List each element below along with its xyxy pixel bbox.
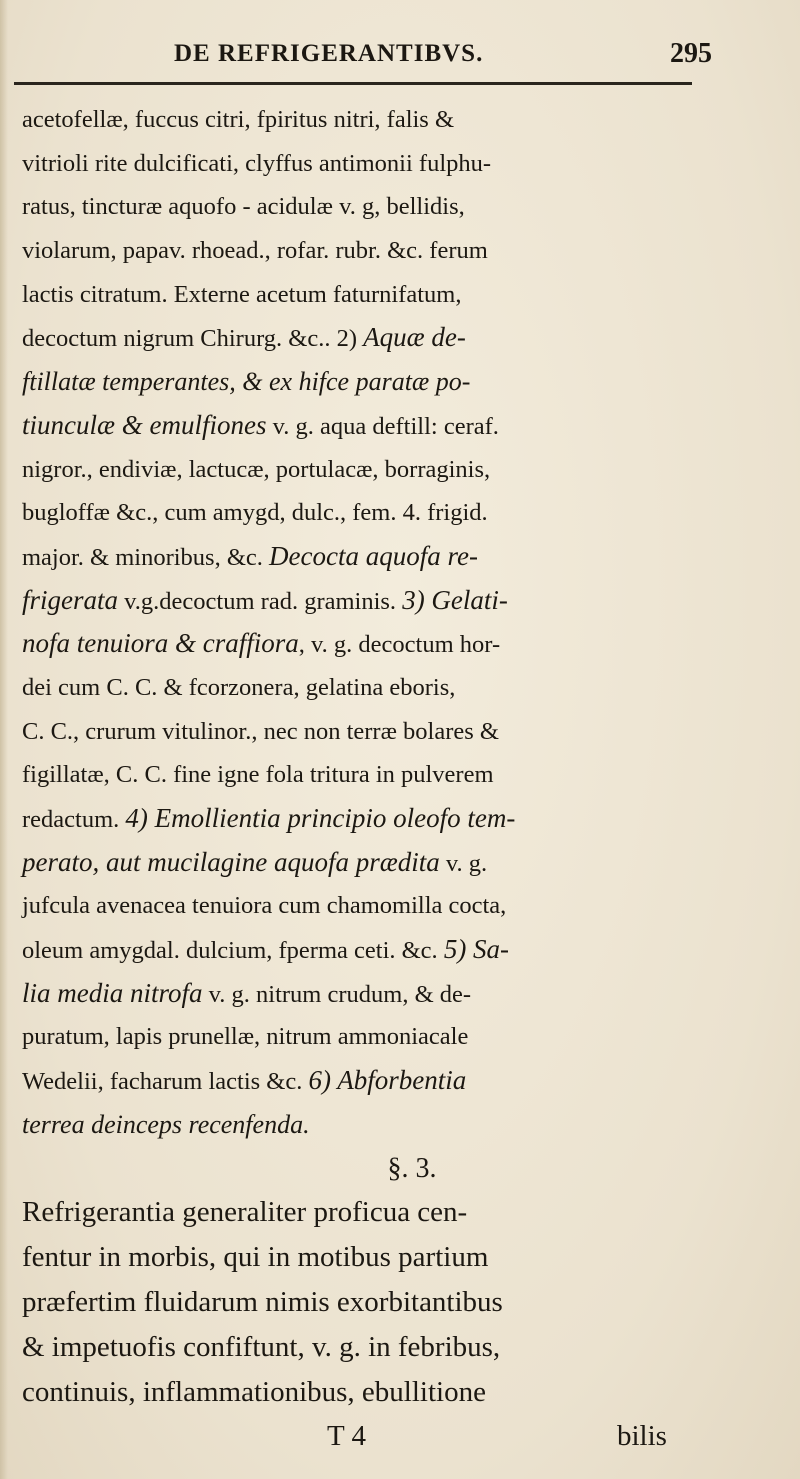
text-line: puratum, lapis prunellæ, nitrum ammoniacale (22, 1023, 469, 1051)
text-line (22, 972, 762, 1016)
header-rule (14, 82, 692, 85)
text-run: major. & minoribus, &c. (22, 543, 270, 571)
text-run: oleum amygdal. dulcium, fperma ceti. &c. (22, 937, 444, 965)
text-run: decoctum nigrum Chirurg. &c.. 2) (22, 325, 364, 353)
text-line: jufcula avenacea tenuiora cum chamomilla cocta, (22, 892, 507, 920)
text-line (22, 404, 762, 448)
italic-run: tiunculæ & emulfiones (22, 409, 267, 440)
page-gutter (0, 0, 8, 1479)
page-header (160, 40, 720, 80)
text-run: redactum. (22, 806, 126, 833)
text-run: v.g.decoctum rad. graminis. (118, 587, 403, 615)
text-line: & impetuofis confiftunt, v. g. in febribus, (22, 1331, 501, 1364)
italic-run: Decocta aquofa re- (269, 540, 478, 571)
text-run: , v. g. decoctum hor- (298, 631, 501, 659)
italic-run: 4) Emollientia principio oleofo tem- (125, 803, 516, 833)
text-line (22, 928, 762, 972)
text-line: præfertim fluidarum nimis exorbitantibus (22, 1286, 503, 1319)
italic-run: 6) Abforbentia (308, 1065, 467, 1096)
catchword: bilis (617, 1420, 667, 1453)
italic-run: lia media nitrofa (22, 977, 203, 1008)
italic-run: perato, aut mucilagine aquofa prædita (22, 846, 440, 877)
text-line: C. C., crurum vitulinor., nec non terræ bolares & (22, 717, 499, 745)
text-line: vitrioli rite dulcificati, clyffus antimonii fulphu- (22, 149, 492, 177)
text-run: v. g. (439, 849, 488, 877)
text-line: Refrigerantia generaliter proficua cen- (22, 1196, 468, 1229)
body-text (22, 98, 762, 1459)
text-line: acetofellæ, fuccus citri, fpiritus nitri, falis & (22, 106, 455, 133)
text-line (22, 316, 762, 360)
text-line: continuis, inflammationibus, ebullitione (22, 1376, 486, 1409)
text-line: figillatæ, C. C. fine igne fola tritura in pulverem (22, 761, 494, 789)
text-line (22, 1059, 762, 1103)
text-line (22, 535, 762, 579)
italic-run: frigerata (22, 584, 119, 615)
text-line (22, 797, 762, 841)
section-heading: §. 3. (387, 1152, 437, 1184)
text-line: violarum, papav. rhoead., rofar. rubr. &c. ferum (22, 237, 488, 265)
text-line: fentur in morbis, qui in motibus partium (22, 1241, 489, 1274)
italic-run: 3) Gelati- (402, 584, 508, 615)
text-line: lactis citratum. Externe acetum faturnifatum, (22, 280, 462, 308)
running-head: DE REFRIGERANTIBVS. (174, 40, 484, 67)
page-footer (22, 1415, 762, 1459)
text-line (22, 579, 762, 623)
signature-mark: T 4 (327, 1420, 366, 1453)
text-line: nigror., endiviæ, lactucæ, portulacæ, borraginis, (22, 455, 491, 483)
text-run: v. g. nitrum crudum, & de- (202, 980, 472, 1008)
text-line: ratus, tincturæ aquofo - acidulæ v. g, bellidis, (22, 193, 465, 221)
text-line (22, 622, 762, 666)
italic-run: nofa tenuiora & craffiora (22, 628, 299, 659)
text-run: v. g. aqua deftill: ceraf. (266, 412, 499, 440)
italic-run: 5) Sa- (443, 934, 510, 965)
page-number: 295 (670, 38, 712, 69)
text-line: terrea deinceps recenfenda. (22, 1109, 310, 1139)
text-line: bugloffæ &c., cum amygd, dulc., fem. 4. frigid. (22, 499, 488, 527)
text-line (22, 841, 762, 885)
text-line: dei cum C. C. & fcorzonera, gelatina eboris, (22, 673, 456, 701)
text-run: Wedelii, facharum lactis &c. (22, 1068, 309, 1096)
italic-run: Aquæ de- (363, 322, 466, 353)
text-line: ftillatæ temperantes, & ex hifce paratæ po- (22, 367, 471, 397)
